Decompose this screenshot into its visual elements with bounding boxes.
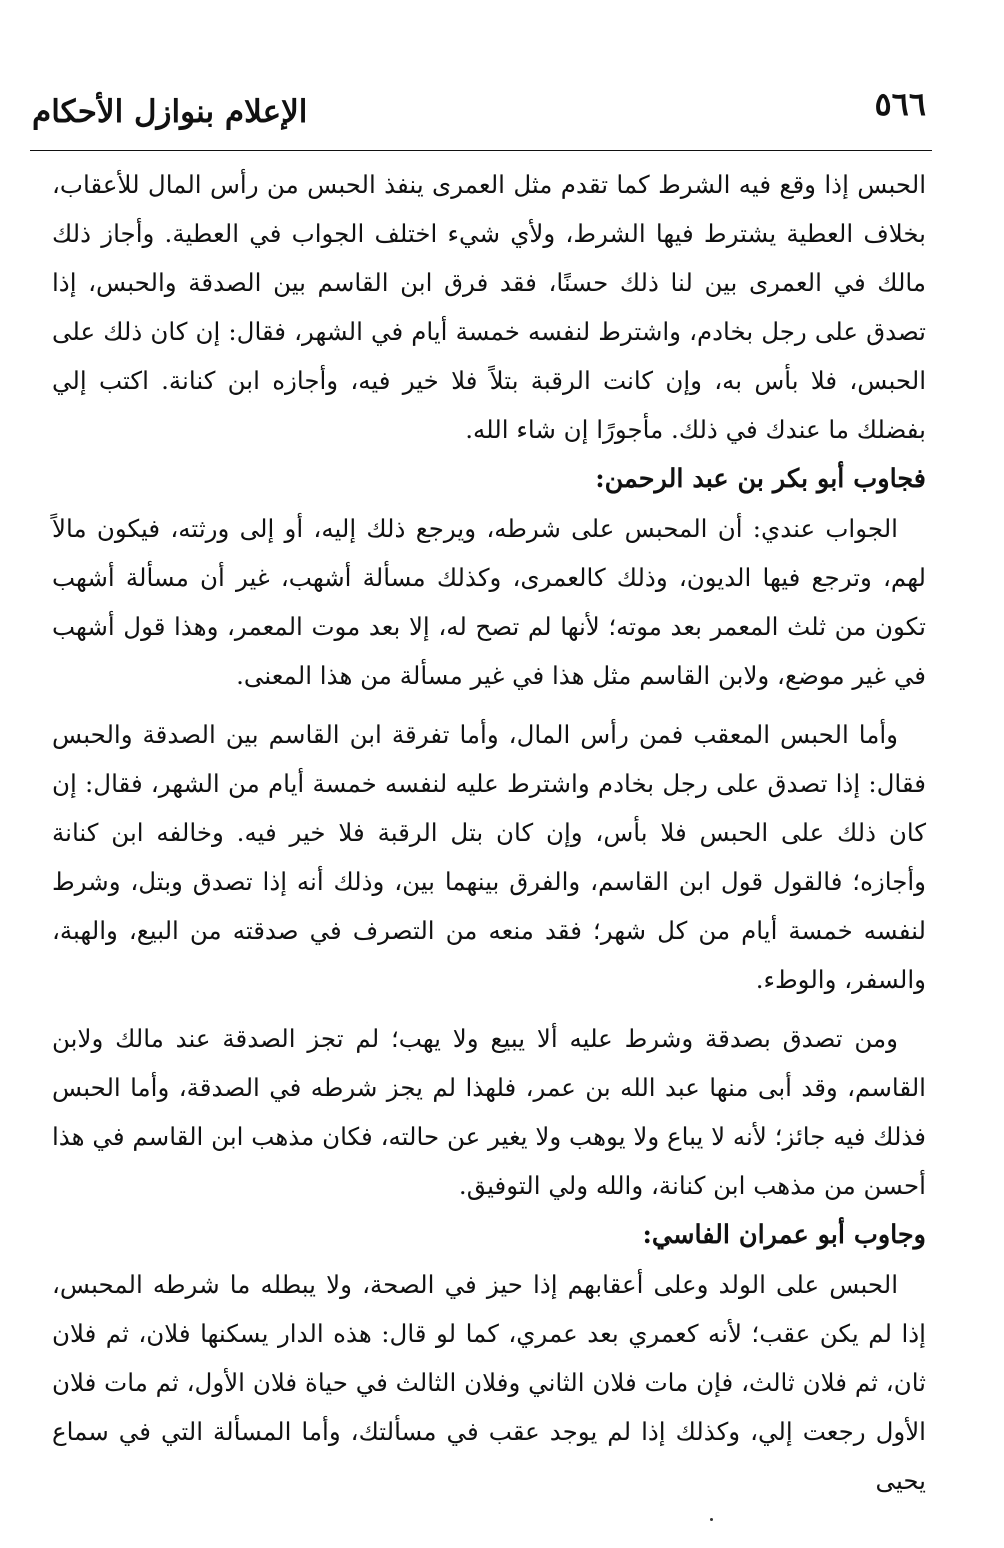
header-rule — [30, 150, 932, 151]
page-header — [32, 84, 926, 148]
paragraph-1: الحبس إذا وقع فيه الشرط كما تقدم مثل العمرى ينفذ الحبس من رأس المال للأعقاب، بخلاف العطية يشترط فيها الشرط، ولأي شيء اختلف الجواب في العطية. وأجاز ذلك مالك في العمرى بين لنا ذلك حسنًا، فقد فرق ابن القاسم بين الصدقة والحبس، إذا تصدق على رجل بخادم، واشترط لنفسه خمسة أيام في الشهر، فقال: إن كان ذلك على الحبس، فلا بأس به، وإن كانت الرقبة بتلاً فلا خير فيه، وأجازه ابن كنانة. اكتب إلي بفضلك ما عندك في ذلك. مأجورًا إن شاء الله. — [52, 170, 926, 444]
page-number: ٥٦٦ — [874, 85, 926, 123]
paragraph-3: وأما الحبس المعقب فمن رأس المال، وأما تفرقة ابن القاسم بين الصدقة والحبس فقال: إذا تصدق على رجل بخادم واشترط عليه لنفسه خمسة أيام من الشهر، فقال: إن كان ذلك على الحبس فلا بأس، وإن كان بتل الرقبة فلا خير فيه. وخالفه ابن كنانة وأجازه؛ فالقول قول ابن القاسم، والفرق بينهما بين، وذلك أنه إذا تصدق وبتل، وشرط لنفسه خمسة أيام من كل شهر؛ فقد منعه من التصرف في صدقته من البيع، والهبة، والسفر، والوطء. — [52, 720, 926, 994]
footer-dot — [710, 1518, 713, 1521]
paragraph-4: ومن تصدق بصدقة وشرط عليه ألا يبيع ولا يهب؛ لم تجز الصدقة عند مالك ولابن القاسم، وقد أبى منها عبد الله بن عمر، فلهذا لم يجز شرطه في الصدقة، وأما الحبس فذلك فيه جائز؛ لأنه لا يباع ولا يوهب ولا يغير عن حالته، فكان مذهب ابن القاسم في هذا أحسن من مذهب ابن كنانة، والله ولي التوفيق. — [52, 1024, 926, 1200]
paragraph-5: الحبس على الولد وعلى أعقابهم إذا حيز في الصحة، ولا يبطله ما شرطه المحبس، إذا لم يكن عقب؛ لأنه كعمري بعد عمري، كما لو قال: هذه الدار يسكنها فلان، ثم فلان ثان، ثم فلان ثالث، فإن مات فلان الثاني وفلان الثالث في حياة فلان الأول، ثم مات فلان الأول رجعت إلي، وكذلك إذا لم يوجد عقب في مسألتك، وأما المسألة التي في سماع يحيى — [52, 1270, 926, 1495]
section-heading-2: وجاوب أبو عمران الفاسي: — [642, 1220, 926, 1250]
body-text — [52, 160, 926, 1505]
section-heading-1: فجاوب أبو بكر بن عبد الرحمن: — [595, 464, 926, 494]
running-title: الإعلام بنوازل الأحكام — [32, 94, 308, 130]
paragraph-2: الجواب عندي: أن المحبس على شرطه، ويرجع ذلك إليه، أو إلى ورثته، فيكون مالاً لهم، وترجع فيها الديون، وذلك كالعمرى، وكذلك مسألة أشهب، غير أن مسألة أشهب تكون من ثلث المعمر بعد موته؛ لأنها لم تصح له، إلا بعد موت المعمر، وهذا قول أشهب في غير موضع، ولابن القاسم مثل هذا في غير مسألة من هذا المعنى. — [52, 514, 926, 690]
